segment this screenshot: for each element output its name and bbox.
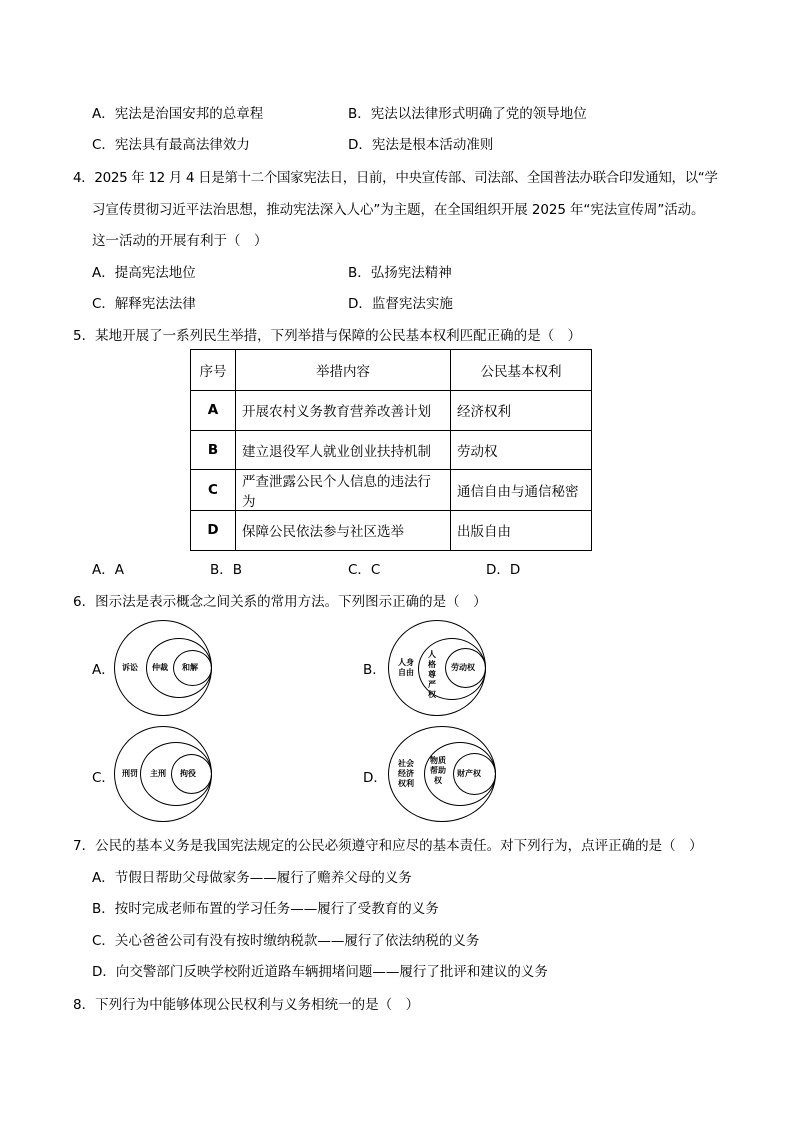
q7-stem: 7．公民的基本义务是我国宪法规定的公民必须遵守和应尽的基本责任。对下列行为，点评正确的是（ ） — [73, 838, 703, 854]
diagram-c-outer-label: 刑罚 — [122, 769, 138, 778]
table-cell: 建立退役军人就业创业扶持机制 — [236, 430, 451, 470]
q3-option-a: A．宪法是治国安邦的总章程 — [92, 106, 264, 122]
table-header-cell: 公民基本权利 — [451, 350, 592, 391]
diagram-a-inner-label: 和解 — [182, 663, 198, 672]
q4-option-d: D．监督宪法实施 — [348, 296, 453, 312]
diagram-b-middle-label: 人格尊严权 — [428, 650, 436, 699]
table-cell: 严查泄露公民个人信息的违法行为 — [236, 470, 451, 511]
q5-table — [190, 349, 592, 551]
table-row — [191, 430, 592, 470]
table-cell: 出版自由 — [451, 511, 592, 551]
q5-option-b: B．B — [210, 562, 243, 578]
diagram-b-inner-label: 劳动权 — [451, 663, 475, 672]
q6-diagram-a — [114, 620, 214, 716]
q5-option-d: D．D — [486, 562, 521, 578]
q4-stem-line2: 习宣传贯彻习近平法治思想，推动宪法深入人心”为主题，在全国组织开展 2025 年“宪法宣传周”活动。 — [92, 202, 705, 218]
diagram-d-outer-label: 社会经济权利 — [398, 759, 414, 788]
q5-stem: 5．某地开展了一系列民生举措，下列举措与保障的公民基本权利匹配正确的是（ ） — [73, 328, 582, 344]
diagram-c-middle-label: 主刑 — [150, 769, 166, 778]
table-row — [191, 391, 592, 431]
diagram-c-inner-label: 拘役 — [180, 769, 196, 778]
table-header-cell: 序号 — [191, 350, 236, 391]
diagram-b-outer-label: 人身自由 — [398, 658, 414, 677]
table-cell: 保障公民依法参与社区选举 — [236, 511, 451, 551]
q4-option-c: C．解释宪法法律 — [92, 296, 196, 312]
table-cell: C — [191, 470, 236, 511]
q7-option-a: A．节假日帮助父母做家务——履行了赡养父母的义务 — [92, 870, 412, 886]
q6-diagram-c — [114, 726, 214, 822]
table-cell: B — [191, 430, 236, 470]
table-cell: 通信自由与通信秘密 — [451, 470, 592, 511]
q7-option-d: D．向交警部门反映学校附近道路车辆拥堵问题——履行了批评和建议的义务 — [92, 964, 548, 980]
diagram-d-middle-label: 物质帮助权 — [430, 756, 446, 785]
q5-option-c: C．C — [348, 562, 381, 578]
table-header-cell: 举措内容 — [236, 350, 451, 391]
q7-option-b: B．按时完成老师布置的学习任务——履行了受教育的义务 — [92, 901, 439, 917]
table-row — [191, 511, 592, 551]
q3-option-b: B．宪法以法律形式明确了党的领导地位 — [348, 106, 587, 122]
q6-option-c-label: C． — [92, 770, 115, 786]
table-cell: A — [191, 391, 236, 431]
table-cell: D — [191, 511, 236, 551]
q6-diagram-b — [388, 620, 488, 716]
q4-option-b: B．弘扬宪法精神 — [348, 265, 452, 281]
q6-option-d-label: D． — [363, 770, 387, 786]
diagram-a-outer-label: 诉讼 — [122, 663, 138, 672]
q6-diagram-d — [388, 726, 498, 822]
table-cell: 开展农村义务教育营养改善计划 — [236, 391, 451, 431]
diagram-d-inner-label: 财产权 — [457, 769, 481, 778]
q3-option-c: C．宪法具有最高法律效力 — [92, 137, 250, 153]
table-header-row — [191, 350, 592, 391]
q8-stem: 8．下列行为中能够体现公民权利与义务相统一的是（ ） — [73, 997, 420, 1013]
table-row — [191, 470, 592, 511]
q3-option-d: D．宪法是根本活动准则 — [348, 137, 494, 153]
q6-option-a-label: A． — [92, 662, 115, 678]
table-cell: 劳动权 — [451, 430, 592, 470]
q4-stem-line3: 这一活动的开展有利于（ ） — [92, 233, 268, 249]
table-cell: 经济权利 — [451, 391, 592, 431]
q7-option-c: C．关心爸爸公司有没有按时缴纳税款——履行了依法纳税的义务 — [92, 933, 480, 949]
q5-option-a: A．A — [92, 562, 124, 578]
q4-option-a: A．提高宪法地位 — [92, 265, 196, 281]
q4-stem-line1: 4．2025 年 12 月 4 日是第十二个国家宪法日，日前，中央宣传部、司法部、全国普法办联合印发通知，以“学 — [73, 170, 718, 186]
q6-stem: 6．图示法是表示概念之间关系的常用方法。下列图示正确的是（ ） — [73, 594, 487, 610]
diagram-a-middle-label: 仲裁 — [152, 663, 168, 672]
q6-option-b-label: B． — [363, 662, 386, 678]
